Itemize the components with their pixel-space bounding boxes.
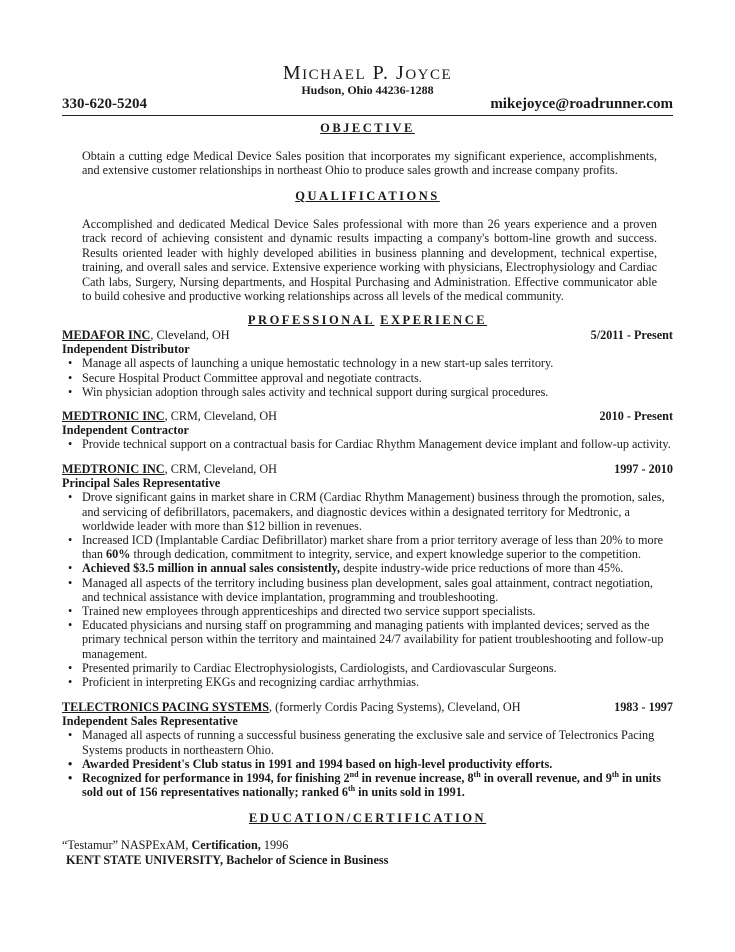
job-title: Principal Sales Representative <box>62 476 221 491</box>
job-bullet: • Manage all aspects of launching a unique hemostatic technology in a new start-up sales territory. <box>62 356 673 370</box>
job-bullet: • Trained new employees through apprenticeships and directed two service support specialists. <box>62 604 673 618</box>
job-dates: 1997 - 2010 <box>614 462 673 476</box>
job-bullet: • Recognized for performance in 1994, for finishing 2nd in revenue increase, 8th in overall revenue, and 9th in units sold out of 156 representatives nationally; ranked 6th in units sold in 1991. <box>62 771 673 799</box>
job-bullet: • Presented primarily to Cardiac Electrophysiologists, Cardiologists, and Cardiovascular Surgeons. <box>62 661 673 675</box>
education-degree: KENT STATE UNIVERSITY, Bachelor of Science in Business <box>66 853 389 867</box>
experience-heading: PROFESSIONAL EXPERIENCE <box>247 313 488 327</box>
job-dates: 2010 - Present <box>599 409 673 423</box>
job-bullet: • Proficient in interpreting EKGs and recognizing cardiac arrhythmias. <box>62 675 673 689</box>
job-bullet: • Drove significant gains in market share in CRM (Cardiac Rhythm Management) business through the promotion, sales, and servicing of defibrillators, pacemakers, and diagnostic devices within a designated territory for Medtronic, a worldwide leader with more than $12 billion in revenues. <box>62 490 673 533</box>
job-bullet: • Managed all aspects of running a successful business generating the exclusive sale and service of Telectronics Pacing Systems products in northeastern Ohio. <box>62 728 673 756</box>
qualifications-heading: QUALIFICATIONS <box>295 189 440 203</box>
job-medafor: MEDAFOR INC, Cleveland, OH 5/2011 - Present Independent Distributor • Manage all aspects of launching a unique hemostatic technology in a new start-up sales territory. • Secure Hospital Product Committee approval and negotiate contracts. • Win physician adoption through sales activity and technical support during surgical procedures. <box>62 328 673 399</box>
company-name: TELECTRONICS PACING SYSTEMS <box>62 700 270 714</box>
job-bullet: • Awarded President's Club status in 1991 and 1994 based on high-level productivity efforts. <box>62 757 673 771</box>
header-divider <box>62 115 673 116</box>
job-medtronic-rep: MEDTRONIC INC, CRM, Cleveland, OH 1997 - 2010 Principal Sales Representative • Drove significant gains in market share in CRM (Cardiac Rhythm Management) business through the promotion, sales, and servicing of defibrillators, pacemakers, and diagnostic devices within a designated territory for Medtronic, a worldwide leader with more than $12 billion in revenues. • Increased ICD (Implantable Cardiac Defibrillator) market share from a prior territory average of less than 20% to more than 60% through dedication, commitment to integrity, service, and expert knowledge superior to the competition. • Achieved $3.5 million in annual sales consistently, despite industry-wide price reductions of more than 45%. • Managed all aspects of the territory including business plan development, sales goal attainment, contract negotiation, and technical assistance with device implantation, programming and troubleshooting. • Trained new employees through apprenticeships and directed two service support specialists. • Educated physicians and nursing staff on programming and managing patients with implanted devices; served as the primary technical person within the territory and maintained 24/7 availability for patient troubleshooting and follow-up management. • Presented primarily to Cardiac Electrophysiologists, Cardiologists, and Cardiovascular Surgeons. • Proficient in interpreting EKGs and recognizing cardiac arrhythmias. <box>62 462 673 689</box>
education-heading: EDUCATION/CERTIFICATION <box>248 811 487 825</box>
job-telectronics: TELECTRONICS PACING SYSTEMS, (formerly Cordis Pacing Systems), Cleveland, OH 1983 - 1997 Independent Sales Representative • Managed all aspects of running a successful business generating the exclusive sale and service of Telectronics Pacing Systems products in northeastern Ohio. • Awarded President's Club status in 1991 and 1994 based on high-level productivity efforts. • Recognized for performance in 1994, for finishing 2nd in revenue increase, 8th in overall revenue, and 9th in units sold out of 156 representatives nationally; ranked 6th in units sold in 1991. <box>62 700 673 799</box>
job-bullet: • Win physician adoption through sales activity and technical support during surgical procedures. <box>62 385 673 399</box>
job-title: Independent Sales Representative <box>62 714 238 729</box>
candidate-email: mikejoyce@roadrunner.com <box>490 96 673 112</box>
job-bullet: • Managed all aspects of the territory including business plan development, sales goal attainment, contract negotiation, and technical assistance with device implantation, programming and troubleshooting. <box>62 576 673 604</box>
candidate-address: Hudson, Ohio 44236-1288 <box>301 83 434 97</box>
job-dates: 1983 - 1997 <box>614 700 673 714</box>
job-bullet: • Achieved $3.5 million in annual sales consistently, despite industry-wide price reductions of more than 45%. <box>62 561 673 575</box>
job-bullet: • Increased ICD (Implantable Cardiac Defibrillator) market share from a prior territory average of less than 20% to more than 60% through dedication, commitment to integrity, service, and expert knowledge superior to the competition. <box>62 533 673 561</box>
job-dates: 5/2011 - Present <box>590 328 673 342</box>
company-name: MEDTRONIC INC <box>62 409 165 423</box>
job-title: Independent Distributor <box>62 342 190 357</box>
job-medtronic-contractor: MEDTRONIC INC, CRM, Cleveland, OH 2010 - Present Independent Contractor • Provide technical support on a contractual basis for Cardiac Rhythm Management device implant and follow-up activity. <box>62 409 673 452</box>
company-name: MEDAFOR INC <box>62 328 151 342</box>
company-name: MEDTRONIC INC <box>62 462 165 476</box>
job-title: Independent Contractor <box>62 423 189 438</box>
job-bullet: • Provide technical support on a contractual basis for Cardiac Rhythm Management device implant and follow-up activity. <box>62 437 673 451</box>
candidate-name: MICHAEL P. JOYCE <box>282 62 453 84</box>
qualifications-text: Accomplished and dedicated Medical Device Sales professional with more than 26 years experience and a proven track record of achieving consistent and dynamic results impacting a company's bottom-line growth and success. Results oriented leader with highly developed abilities in business planning and development, technical expertise, training, and overall sales and service. Extensive experience working with physicians, Electrophysiology and Cardiac Cath labs, Surgery, Nursing departments, and Hospital Purchasing and Administration. Effective communicator able to build cohesive and productive working relationships across all levels of the medical community. <box>82 217 657 304</box>
education-certification: “Testamur” NASPExAM, Certification, 1996 <box>62 838 289 852</box>
candidate-phone: 330-620-5204 <box>62 96 147 112</box>
objective-text: Obtain a cutting edge Medical Device Sales position that incorporates my significant experience, accomplishments, and extensive customer relationships in northeast Ohio to produce sales growth and increase company profits. <box>82 149 657 178</box>
objective-heading: OBJECTIVE <box>320 121 415 135</box>
job-bullet: • Educated physicians and nursing staff on programming and managing patients with implanted devices; served as the primary technical person within the territory and maintained 24/7 availability for patient troubleshooting and follow-up management. <box>62 618 673 661</box>
job-bullet: • Secure Hospital Product Committee approval and negotiate contracts. <box>62 371 673 385</box>
